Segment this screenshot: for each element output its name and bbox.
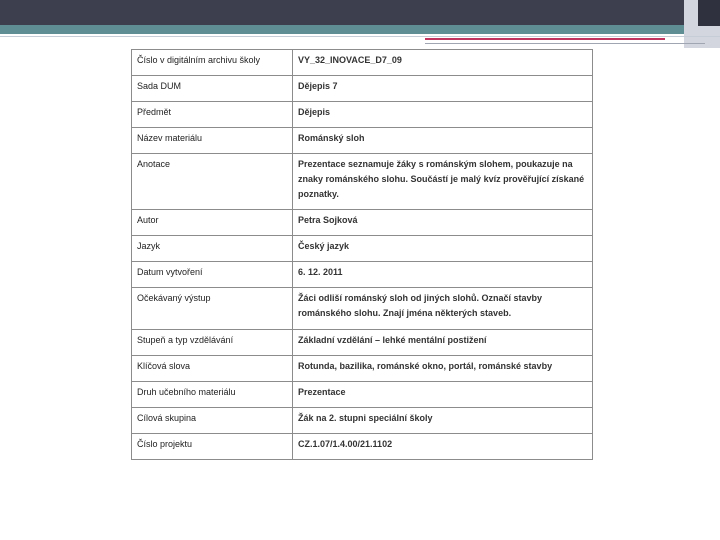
table-row bbox=[132, 330, 593, 356]
row-value: 6. 12. 2011 bbox=[293, 262, 593, 288]
row-label: Druh učebního materiálu bbox=[132, 382, 293, 408]
header-divider bbox=[0, 36, 720, 37]
slide-header-band bbox=[0, 25, 710, 34]
row-value: Petra Sojková bbox=[293, 210, 593, 236]
row-label: Číslo projektu bbox=[132, 434, 293, 460]
row-value: Žák na 2. stupni speciální školy bbox=[293, 408, 593, 434]
accent-line-secondary bbox=[425, 43, 705, 44]
row-value: Dějepis 7 bbox=[293, 76, 593, 102]
row-value: Žáci odliší románský sloh od jiných slohů. Označí stavby románského slohu. Znají jména některých staveb. bbox=[293, 288, 593, 330]
slide-header-accent-dark bbox=[698, 0, 720, 26]
table-row bbox=[132, 434, 593, 460]
metadata-table bbox=[131, 49, 593, 460]
row-label: Klíčová slova bbox=[132, 356, 293, 382]
table-row bbox=[132, 76, 593, 102]
table-row bbox=[132, 236, 593, 262]
row-label: Název materiálu bbox=[132, 128, 293, 154]
table-row bbox=[132, 50, 593, 76]
row-value: Rotunda, bazilika, románské okno, portál, románské stavby bbox=[293, 356, 593, 382]
table-row bbox=[132, 288, 593, 330]
table-row bbox=[132, 356, 593, 382]
slide-header-bar bbox=[0, 0, 720, 25]
row-label: Sada DUM bbox=[132, 76, 293, 102]
row-label: Jazyk bbox=[132, 236, 293, 262]
row-value: Český jazyk bbox=[293, 236, 593, 262]
table-row bbox=[132, 210, 593, 236]
row-label: Očekávaný výstup bbox=[132, 288, 293, 330]
row-value: Základní vzdělání – lehké mentální postižení bbox=[293, 330, 593, 356]
row-value: VY_32_INOVACE_D7_09 bbox=[293, 50, 593, 76]
table-row bbox=[132, 102, 593, 128]
table-row bbox=[132, 382, 593, 408]
row-label: Předmět bbox=[132, 102, 293, 128]
row-value: Prezentace bbox=[293, 382, 593, 408]
row-value: Prezentace seznamuje žáky s románským slohem, poukazuje na znaky románského slohu. Součástí je malý kvíz prověřující získané poznatky. bbox=[293, 154, 593, 210]
row-label: Stupeň a typ vzdělávání bbox=[132, 330, 293, 356]
table-row bbox=[132, 408, 593, 434]
row-label: Anotace bbox=[132, 154, 293, 210]
row-label: Cílová skupina bbox=[132, 408, 293, 434]
row-label: Autor bbox=[132, 210, 293, 236]
row-label: Číslo v digitálním archivu školy bbox=[132, 50, 293, 76]
accent-line bbox=[425, 38, 665, 40]
table-row bbox=[132, 154, 593, 210]
row-value: Dějepis bbox=[293, 102, 593, 128]
table-row bbox=[132, 128, 593, 154]
row-value: CZ.1.07/1.4.00/21.1102 bbox=[293, 434, 593, 460]
table-row bbox=[132, 262, 593, 288]
row-label: Datum vytvoření bbox=[132, 262, 293, 288]
row-value: Románský sloh bbox=[293, 128, 593, 154]
